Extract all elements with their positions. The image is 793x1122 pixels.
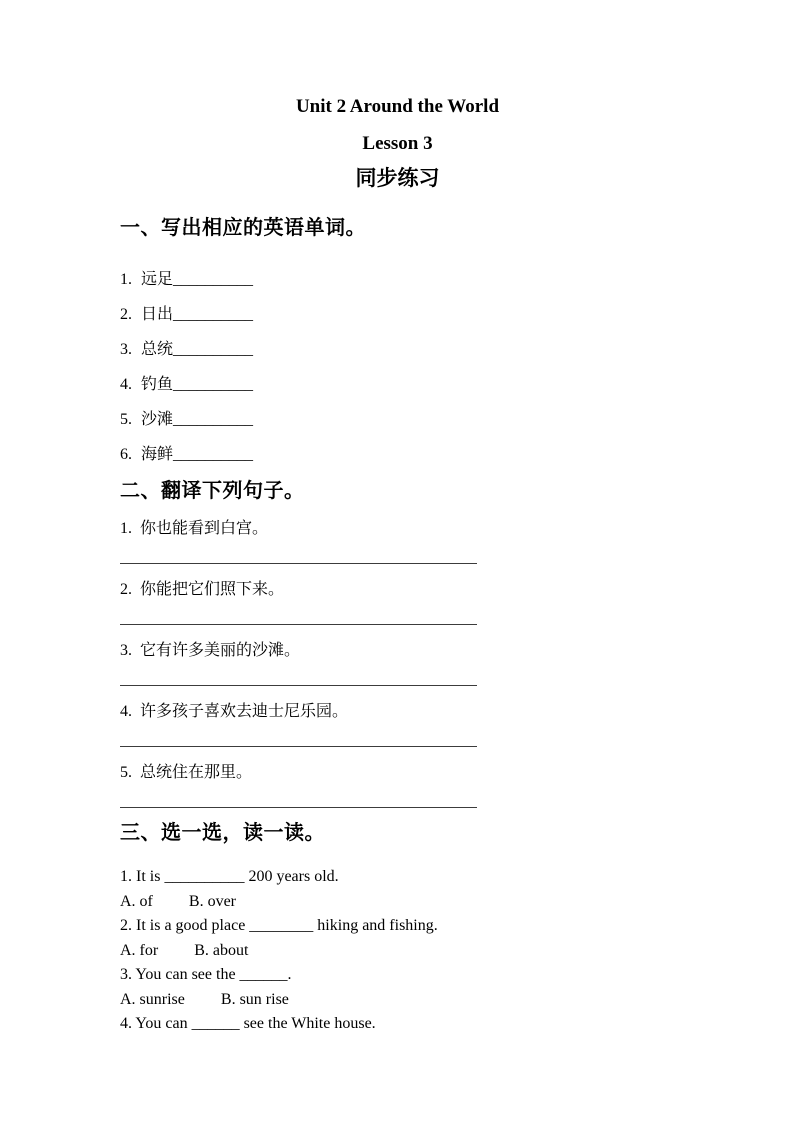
doc-lesson-title: Lesson 3 — [362, 133, 433, 154]
translate-item-number: 1. — [120, 520, 132, 537]
translate-item-number: 4. — [120, 703, 132, 720]
answer-line — [120, 563, 477, 564]
mc-question: 4. You can ______ see the White house. — [120, 1015, 376, 1032]
mc-option-b: B. about — [194, 941, 249, 959]
word-item — [120, 270, 675, 290]
translate-item-number: 5. — [120, 764, 132, 781]
word-list — [120, 270, 675, 465]
word-item — [120, 305, 675, 325]
translate-item-text: 总统住在那里。 — [140, 764, 253, 781]
mc-option-b: B. over — [188, 892, 236, 910]
word-item-number: 5. — [120, 411, 132, 428]
mc-options — [120, 988, 675, 1013]
doc-title: Unit 2 Around the World — [295, 96, 500, 117]
translate-item-number: 3. — [120, 642, 132, 659]
answer-line — [120, 624, 477, 625]
word-item-blank: __________ — [173, 411, 254, 428]
section-choose-heading: 三、选一选，读一读。 — [120, 822, 325, 844]
word-item-text: 日出 — [141, 306, 174, 323]
word-item-blank: __________ — [173, 341, 254, 358]
word-item-number: 2. — [120, 306, 132, 323]
word-item — [120, 410, 675, 430]
translate-item-text: 许多孩子喜欢去迪士尼乐园。 — [140, 703, 349, 720]
answer-line — [120, 746, 477, 747]
translate-item — [120, 641, 675, 661]
translate-item — [120, 763, 675, 783]
choose-list — [120, 865, 675, 1037]
mc-option-a: A. sunrise — [120, 990, 185, 1008]
mc-options — [120, 939, 675, 964]
word-item-text: 钓鱼 — [141, 376, 174, 393]
translate-item-text: 你能把它们照下来。 — [140, 581, 285, 598]
section-words-heading: 一、写出相应的英语单词。 — [120, 217, 366, 239]
translate-item-text: 你也能看到白宫。 — [140, 520, 269, 537]
mc-option-b: B. sun rise — [220, 990, 289, 1008]
answer-line — [120, 685, 477, 686]
translate-item — [120, 519, 675, 539]
word-item-blank: __________ — [173, 271, 254, 288]
word-item — [120, 445, 675, 465]
word-item-blank: __________ — [173, 306, 254, 323]
translate-item-number: 2. — [120, 581, 132, 598]
word-item-text: 总统 — [141, 341, 174, 358]
word-item-blank: __________ — [173, 376, 254, 393]
translate-item — [120, 580, 675, 600]
answer-line — [120, 807, 477, 808]
mc-question: 2. It is a good place ________ hiking and fishing. — [120, 917, 438, 934]
word-item-number: 4. — [120, 376, 132, 393]
word-item — [120, 375, 675, 395]
doc-subtitle-cn: 同步练习 — [355, 167, 440, 190]
mc-options — [120, 890, 675, 915]
mc-option-a: A. for — [120, 941, 159, 959]
word-item-text: 海鲜 — [141, 446, 174, 463]
translate-item-text: 它有许多美丽的沙滩。 — [140, 642, 301, 659]
mc-option-a: A. of — [120, 892, 153, 910]
word-item — [120, 340, 675, 360]
word-item-text: 沙滩 — [141, 411, 174, 428]
translate-list — [120, 519, 675, 808]
mc-question: 3. You can see the ______. — [120, 966, 292, 983]
word-item-text: 远足 — [141, 271, 174, 288]
section-translate-heading: 二、翻译下列句子。 — [120, 480, 305, 502]
translate-item — [120, 702, 675, 722]
word-item-number: 1. — [120, 271, 132, 288]
word-item-number: 6. — [120, 446, 132, 463]
word-item-blank: __________ — [173, 446, 254, 463]
mc-question: 1. It is __________ 200 years old. — [120, 868, 339, 885]
word-item-number: 3. — [120, 341, 132, 358]
